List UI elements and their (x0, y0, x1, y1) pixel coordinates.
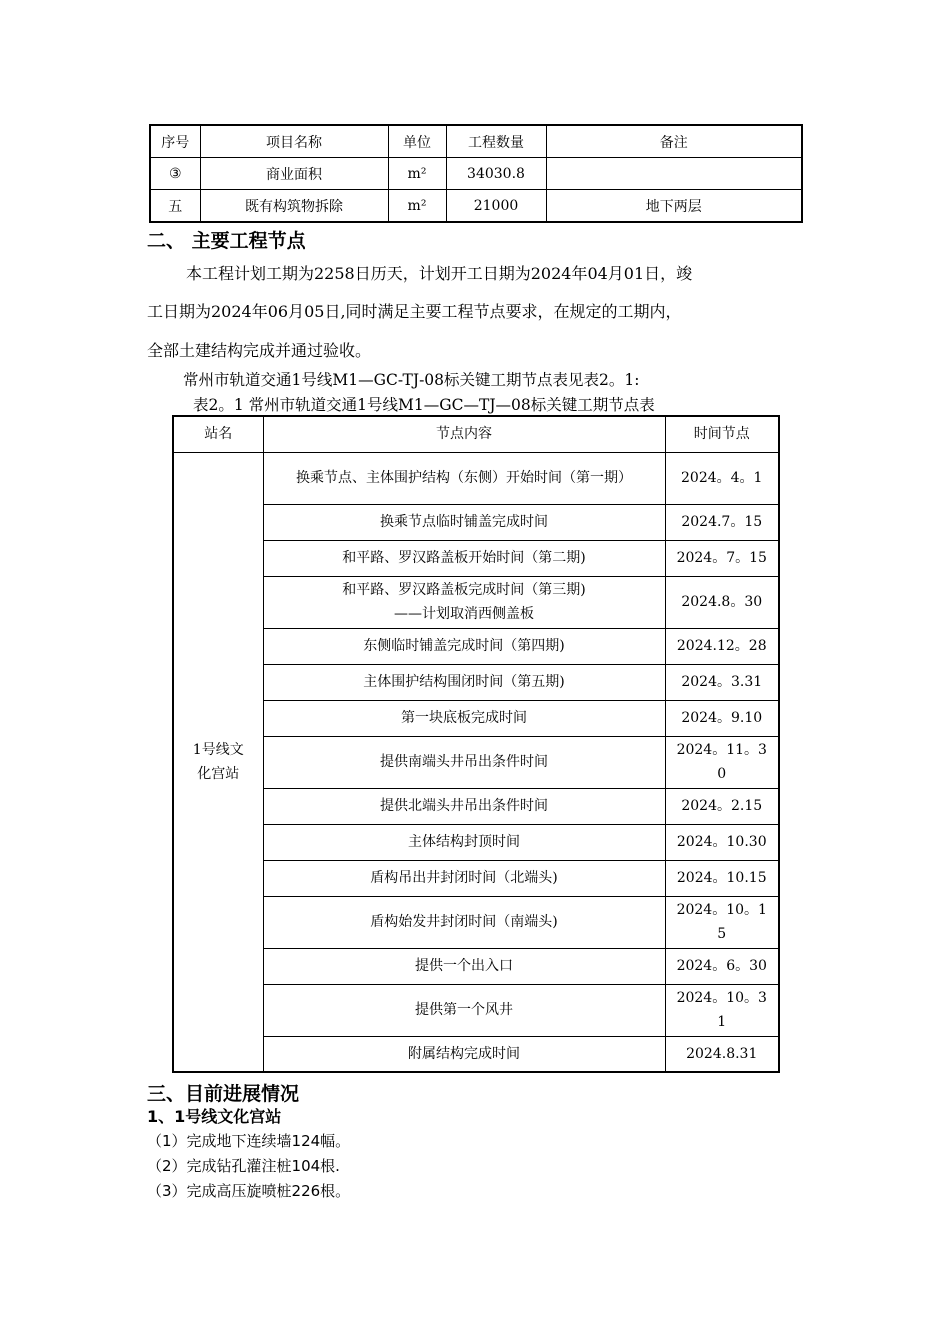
node-date-cell: 2024.8.31 (665, 1036, 779, 1072)
table-row (150, 158, 802, 190)
table-row (173, 452, 779, 504)
paragraph-line: 本工程计划工期为2258日历天，计划开工日期为2024年04月01日，竣 (186, 264, 693, 283)
table-cell: 商业面积 (200, 158, 388, 190)
table-row (173, 1036, 779, 1072)
table-intro: 常州市轨道交通1号线M1—GC-TJ-08标关键工期节点表见表2。1: (183, 371, 640, 389)
section-heading-3: 三、目前进展情况 (147, 1083, 300, 1105)
header-cell: 序号 (150, 125, 200, 158)
paragraph-line: 工日期为2024年06月05日,同时满足主要工程节点要求，在规定的工期内， (147, 302, 682, 321)
table-cell: 既有构筑物拆除 (200, 190, 388, 223)
node-content-cell: 主体结构封顶时间 (263, 824, 665, 860)
header-cell: 备注 (546, 125, 802, 158)
key-milestone-table (172, 415, 780, 1073)
table-row (173, 664, 779, 700)
node-content-cell: 东侧临时铺盖完成时间（第四期) (263, 628, 665, 664)
node-content-cell: 换乘节点临时铺盖完成时间 (263, 504, 665, 540)
node-content-cell: 盾构吊出井封闭时间（北端头) (263, 860, 665, 896)
node-content-cell: 提供第一个风井 (263, 984, 665, 1036)
node-date-cell: 2024。10.30 (665, 824, 779, 860)
node-date-cell: 2024。6。30 (665, 948, 779, 984)
node-date-cell: 2024。10。15 (665, 896, 779, 948)
header-cell: 单位 (388, 125, 446, 158)
station-name-line: 1号线文 (192, 741, 244, 758)
station-name-line: 化宫站 (197, 765, 240, 782)
table-cell: 五 (150, 190, 200, 223)
paragraph-line: 全部土建结构完成并通过验收。 (147, 341, 372, 360)
progress-item: （2）完成钻孔灌注桩104根. (147, 1157, 340, 1175)
node-date-cell: 2024。10.15 (665, 860, 779, 896)
progress-item: （1）完成地下连续墙124幅。 (147, 1132, 351, 1150)
node-date-cell: 2024。4。1 (665, 452, 779, 504)
table-cell: 地下两层 (546, 190, 802, 223)
progress-item: （3）完成高压旋喷桩226根。 (147, 1182, 351, 1200)
node-date-cell: 2024。10。31 (665, 984, 779, 1036)
table-row (173, 504, 779, 540)
table-cell: 21000 (446, 190, 546, 223)
section-heading-2: 二、 主要工程节点 (147, 230, 306, 252)
node-content-cell: 提供一个出入口 (263, 948, 665, 984)
header-cell: 节点内容 (263, 416, 665, 452)
node-date-cell: 2024。9.10 (665, 700, 779, 736)
table-row (173, 984, 779, 1036)
table-cell: m² (388, 158, 446, 190)
node-date-cell: 2024。3.31 (665, 664, 779, 700)
header-cell: 项目名称 (200, 125, 388, 158)
header-cell: 站名 (173, 416, 263, 452)
node-content-cell: 提供南端头井吊出条件时间 (263, 736, 665, 788)
node-content-cell: 第一块底板完成时间 (263, 700, 665, 736)
node-content-cell: 和平路、罗汉路盖板开始时间（第二期) (263, 540, 665, 576)
table-row (173, 788, 779, 824)
node-date-cell: 2024。11。30 (665, 736, 779, 788)
node-date-cell: 2024.12。28 (665, 628, 779, 664)
table-caption: 表2。1 常州市轨道交通1号线M1—GC—TJ—08标关键工期节点表 (193, 396, 655, 414)
node-date-cell: 2024。2.15 (665, 788, 779, 824)
table-row (173, 540, 779, 576)
table-row (173, 700, 779, 736)
node-content-cell: 附属结构完成时间 (263, 1036, 665, 1072)
header-cell: 时间节点 (665, 416, 779, 452)
table-header-row (150, 125, 802, 158)
table-row (173, 824, 779, 860)
table-row (150, 190, 802, 223)
table-row (173, 860, 779, 896)
table-row (173, 628, 779, 664)
table-row (173, 576, 779, 628)
node-content-cell: 换乘节点、主体围护结构（东侧）开始时间（第一期） (263, 452, 665, 504)
table-row (173, 736, 779, 788)
station-name-cell (173, 452, 263, 1072)
node-date-cell: 2024.7。15 (665, 504, 779, 540)
node-content-cell: 和平路、罗汉路盖板完成时间（第三期) ——计划取消西侧盖板 (263, 576, 665, 628)
table-row (173, 896, 779, 948)
node-content-cell: 主体围护结构围闭时间（第五期) (263, 664, 665, 700)
node-content-cell: 盾构始发井封闭时间（南端头) (263, 896, 665, 948)
table-cell: 34030.8 (446, 158, 546, 190)
header-cell: 工程数量 (446, 125, 546, 158)
node-date-cell: 2024。7。15 (665, 540, 779, 576)
node-content-cell: 提供北端头井吊出条件时间 (263, 788, 665, 824)
table-row (173, 948, 779, 984)
node-date-cell: 2024.8。30 (665, 576, 779, 628)
table-cell: m² (388, 190, 446, 223)
station-subheading: 1、1号线文化宫站 (147, 1107, 282, 1126)
table-cell (546, 158, 802, 190)
table-header-row (173, 416, 779, 452)
engineering-quantity-table (149, 124, 803, 223)
table-cell: ③ (150, 158, 200, 190)
